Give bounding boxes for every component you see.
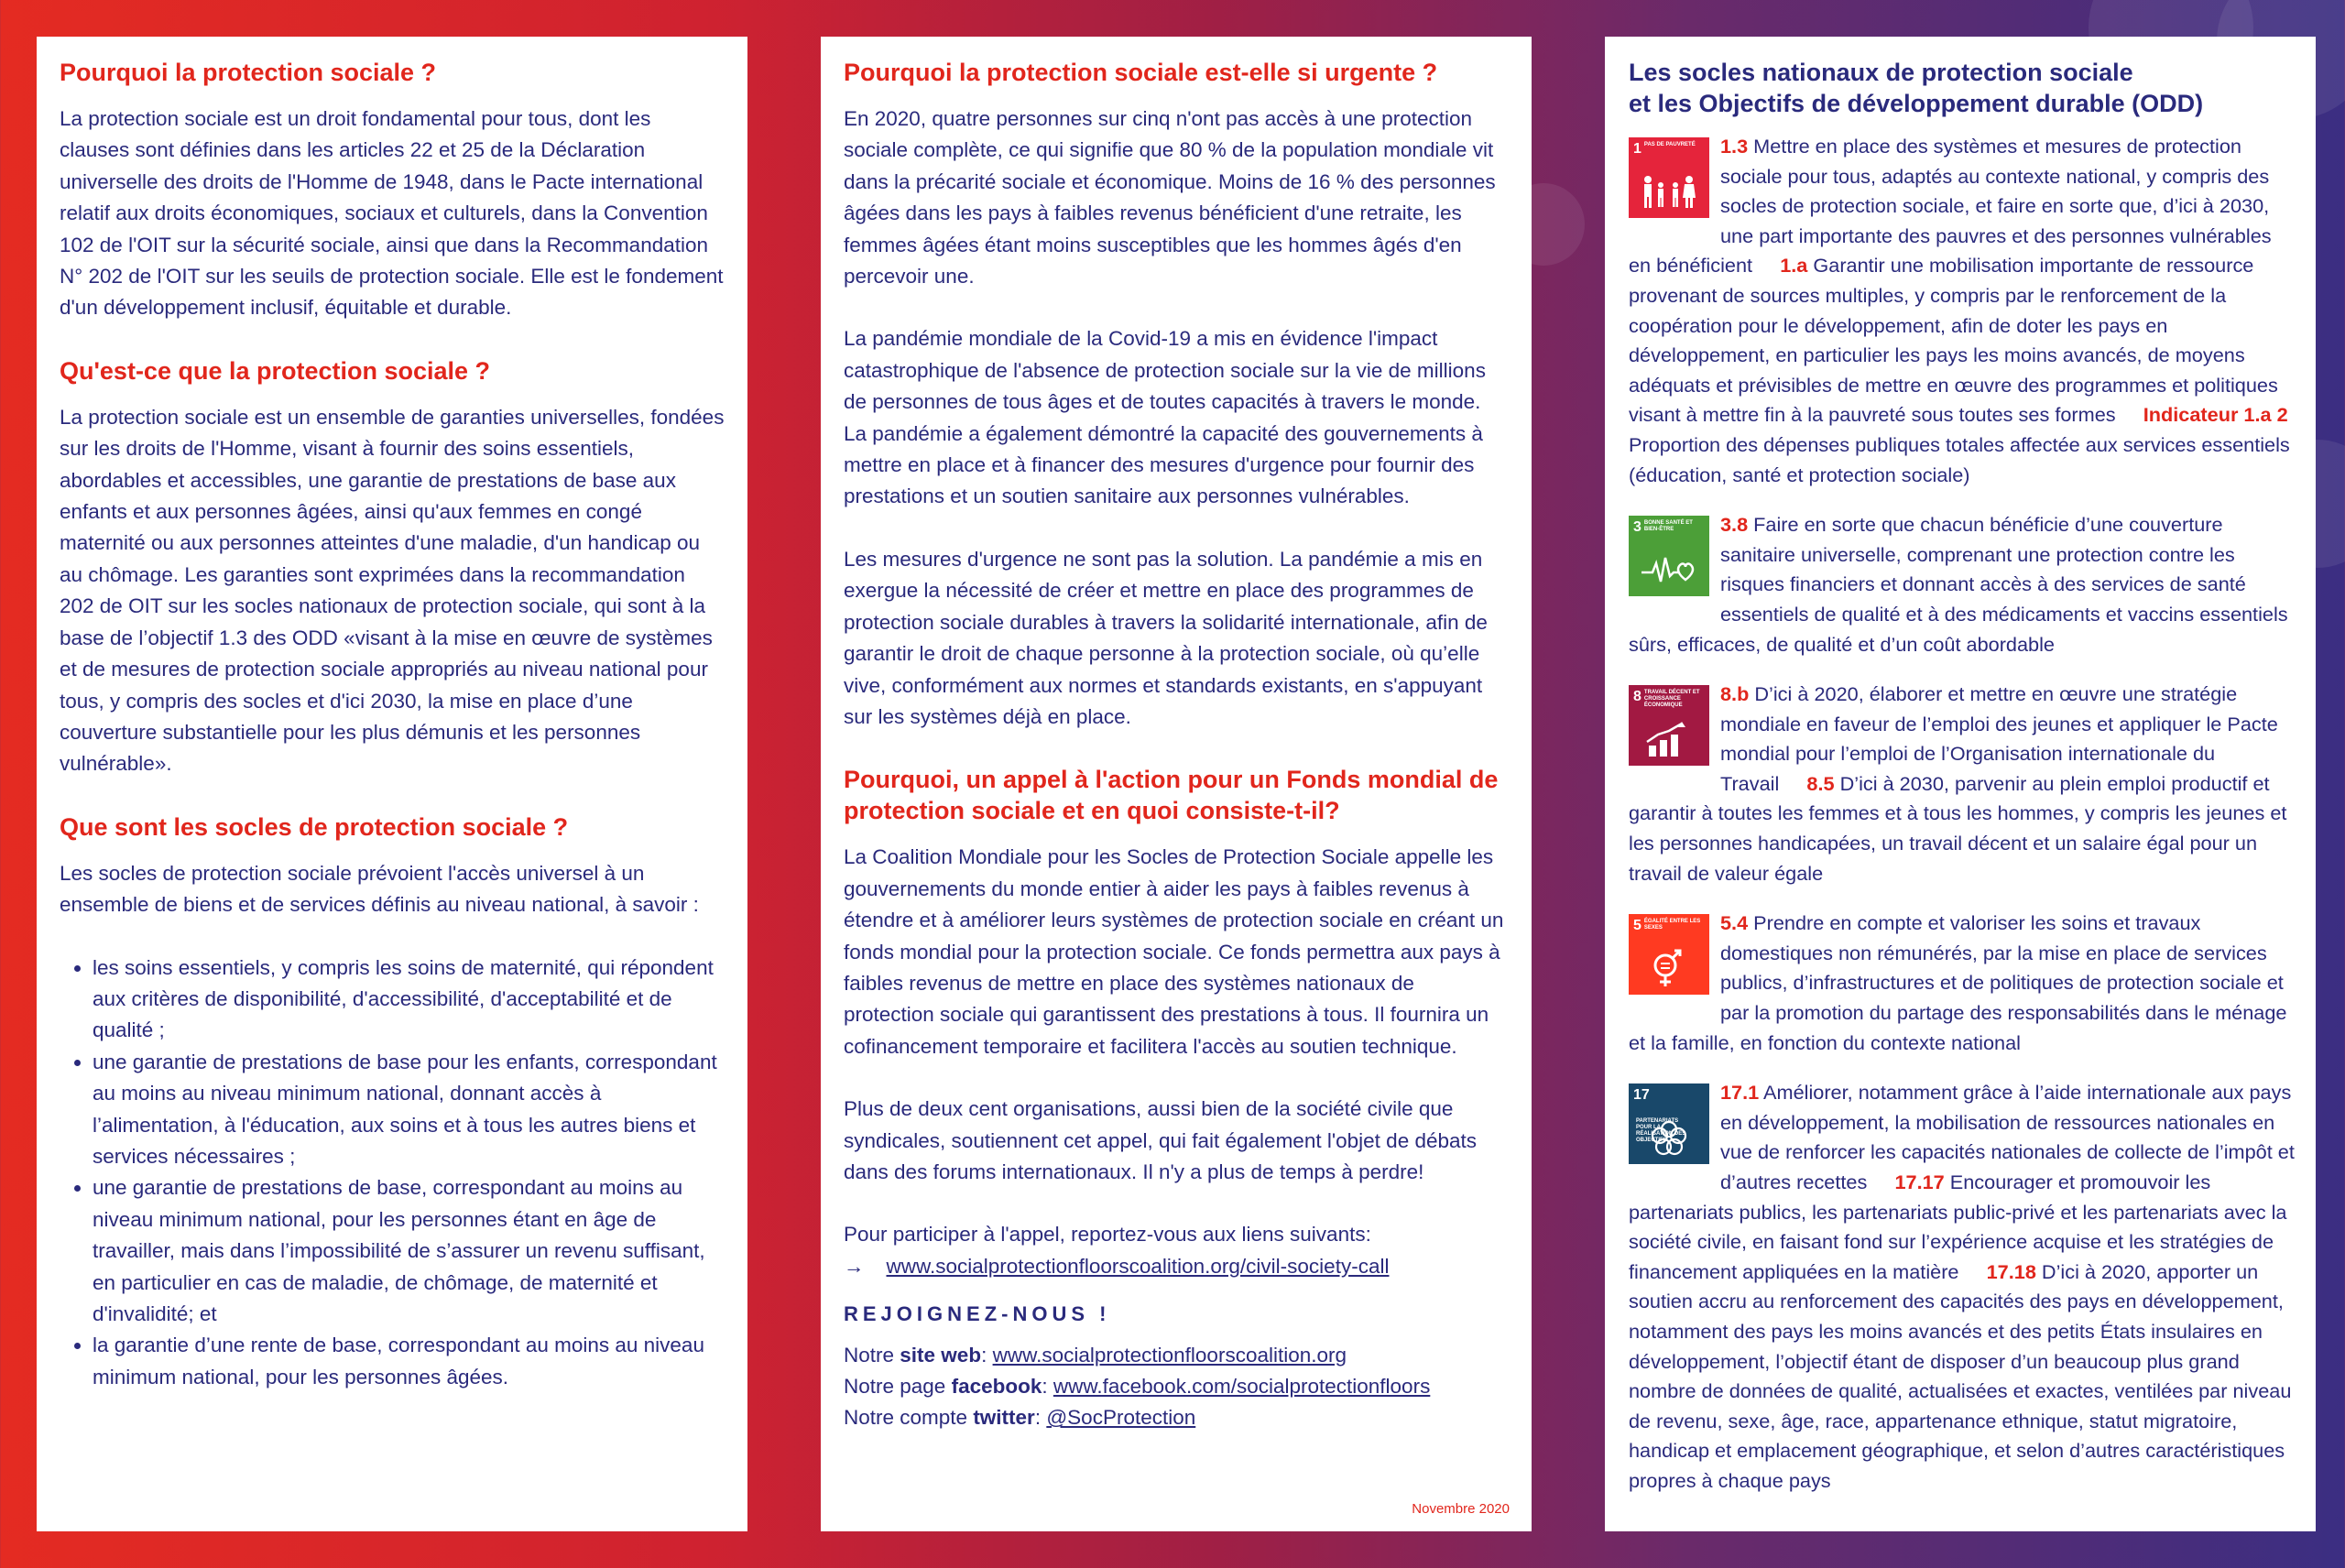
target-text: Proportion des dépenses publiques totales affectée aux services essentiels (éducation, santé et protection sociale): [1629, 432, 2290, 486]
family-icon: [1642, 174, 1696, 211]
target-number: 17.1: [1720, 1081, 1760, 1105]
paragraph: La protection sociale est un droit fondamental pour tous, dont les clauses sont définies dans les articles 22 et 25 de la Déclaration universelle des droits de l'Homme de 1948, dans le Pacte international relatif aux droits économiques, sociaux et culturels, dans la Convention 102 de l'OIT sur la sécurité sociale, ainsi que dans la Recommandation N° 202 de l'OIT sur les seuils de protection sociale. Elle est le fondement d'un développement inclusif, équitable et durable.: [60, 107, 724, 320]
call-link[interactable]: www.socialprotectionfloorscoalition.org/civil-society-call: [886, 1254, 1390, 1278]
section-heading: Pourquoi la protection sociale ?: [60, 59, 437, 86]
site-prefix: Notre: [844, 1343, 900, 1367]
call-link-row: [844, 1251, 1509, 1282]
paragraph: Plus de deux cent organisations, aussi bien de la société civile que syndicales, soutiennent cet appel, qui fait également l'objet de débats dans des forums internationaux. Il n'y a plus de temps à perdre!: [844, 1097, 1478, 1183]
target-number: 1.a: [1780, 254, 1808, 278]
site-line: [844, 1340, 1509, 1371]
target-number: 5.4: [1720, 911, 1749, 935]
target-number: 8.b: [1720, 682, 1750, 706]
odd-title: [1629, 57, 2296, 119]
facebook-label: facebook: [951, 1375, 1042, 1398]
sdg-5-icon: [1629, 914, 1709, 995]
twitter-label: twitter: [973, 1406, 1035, 1430]
sdg-goal-17: [1629, 1078, 2296, 1496]
colon: :: [1034, 1406, 1047, 1430]
paragraph: La Coalition Mondiale pour les Socles de Protection Sociale appelle les gouvernements du monde entier à aider les pays à faibles revenus à étendre et à améliorer leurs systèmes de protection sociale en créant un fonds mondial pour la protection sociale. Ce fonds permettra aux pays à faibles revenus de mettre en place des systèmes nationaux de protection sociale qui garantissent des prestations à tous. Il fournira un cofinancement temporaire et facilitera l'accès au soutien technique.: [844, 845, 1504, 1058]
arrow-icon: →: [844, 1254, 865, 1278]
sdg-number: 1: [1633, 141, 1642, 157]
panel-middle: [821, 37, 1532, 1531]
sdg-1-icon: [1629, 137, 1709, 218]
sdg-name: PAS DE PAUVRETÉ: [1643, 142, 1696, 147]
list-item: • une garantie de prestations de base, correspondant au moins au niveau minimum national, pour les personnes étant en âge de travailler, mais dans l’impossibilité de s’assurer un revenu suffisant, en particulier en cas de maladie, de chômage, de maternité et d'invalidité; et: [93, 1172, 725, 1330]
section-heading: Que sont les socles de protection sociale ?: [60, 812, 569, 841]
site-label: site web: [900, 1343, 982, 1367]
sdg-name: PARTENARIATS POUR LA RÉALISATION DES OBJECTIFS: [1636, 1117, 1686, 1143]
sdg-goal-5: [1629, 909, 2296, 1058]
growth-chart-icon: [1642, 722, 1696, 758]
sdg-goal-8: [1629, 680, 2296, 888]
paragraph: La protection sociale est un ensemble de garanties universelles, fondées sur les droits de l'Homme, visant à fournir des soins essentiels, abordables et accessibles, une garantie de prestations de base aux enfants et aux personnes âgées, ainsi qu'aux femmes en congé maternité ou aux personnes atteintes d'une maladie, d'un handicap ou au chômage. Les garanties sont exprimées dans la recommandation 202 de OIT sur les socles nationaux de protection sociale, qui sont à la base de l’objectif 1.3 des ODD «visant à la mise en œuvre de systèmes et de mesures de protection sociale appropriés au niveau national pour tous, y compris des socles et d'ici 2030, la mise en place d’une couverture substantielle pour les plus démunis et les personnes vulnérable».: [60, 405, 725, 776]
panel-left: [37, 37, 747, 1531]
sdg-name: TRAVAIL DÉCENT ET CROISSANCE ÉCONOMIQUE: [1643, 690, 1700, 709]
sdg-3-icon: [1629, 516, 1709, 596]
twitter-prefix: Notre compte: [844, 1406, 974, 1430]
section-heading: Pourquoi la protection sociale est-elle si urgente ?: [844, 59, 1438, 86]
target-text: Mettre en place des systèmes et mesures de protection sociale pour tous, adaptés au contexte national, y compris des socles de protection sociale, et faire en sorte que, d’ici à 2030, une part importante des pauvres et des personnes vulnérables en bénéficient: [1629, 135, 2272, 278]
target-number: 3.8: [1720, 513, 1749, 537]
target-number: 17.18: [1986, 1259, 2036, 1283]
sdg-number: 3: [1633, 519, 1642, 536]
target-number: 1.3: [1720, 135, 1749, 158]
list-item: • une garantie de prestations de base pour les enfants, correspondant au moins au niveau minimum national, donnant accès à l’alimentation, à l'éducation, aux soins et à tous les autres biens et services nécessaires ;: [93, 1047, 725, 1173]
colon: :: [1042, 1375, 1053, 1398]
heartbeat-icon: [1642, 552, 1696, 589]
target-text: Prendre en compte et valoriser les soins et travaux domestiques non rémunérés, par la mise en place de services publics, d’infrastructures et de politiques de protection sociale et par la promotion du partage des responsabilités dans le ménage et la famille, en fonction du contexte national: [1629, 911, 2287, 1054]
sdg-number: 5: [1633, 918, 1642, 934]
sdg-8-icon: [1629, 685, 1709, 766]
sdg-goal-3: [1629, 510, 2296, 659]
sdg-name: BONNE SANTÉ ET BIEN-ÊTRE: [1643, 520, 1693, 533]
section-heading: Pourquoi, un appel à l'action pour un Fonds mondial de protection sociale et en quoi consiste-t-il?: [844, 766, 1499, 825]
gender-equality-icon: [1642, 949, 1696, 987]
colon: :: [981, 1343, 993, 1367]
target-text: Garantir une mobilisation importante de ressource provenant de sources multiples, y compris par le renforcement de la coopération pour le développement, afin de doter les pays en développement, en particulier les pays les moins avancés, de moyens adéquats et prévisibles de mettre en œuvre des programmes et politiques visant à mettre fin à la pauvreté sous toutes ses formes: [1629, 254, 2278, 427]
twitter-link[interactable]: @SocProtection: [1046, 1406, 1196, 1430]
paragraph: La pandémie mondiale de la Covid-19 a mis en évidence l'impact catastrophique de l'absence de protection sociale sur la vie de millions de personnes de tous âges et de toutes capacités à travers le monde. La pandémie a également démontré la capacité des gouvernements à mettre en place et à financer des mesures d'urgence pour fournir des prestations et un soutien sanitaire aux personnes vulnérables.: [844, 327, 1486, 508]
sdg-goal-1: [1629, 132, 2296, 490]
facebook-prefix: Notre page: [844, 1375, 952, 1398]
sdg-name: ÉGALITÉ ENTRE LES SEXES: [1643, 919, 1701, 931]
list-item: • les soins essentiels, y compris les soins de maternité, qui répondent aux critères de disponibilité, d'accessibilité, d'acceptabilité et de qualité ;: [93, 953, 725, 1047]
list-item: • la garantie d’une rente de base, correspondant au moins au niveau minimum national, pour les personnes âgées.: [93, 1330, 725, 1393]
target-text: Faire en sorte que chacun bénéficie d’une couverture sanitaire universelle, comprenant une protection contre les risques financiers et donnant accès à des services de santé essentiels de qualité et à des médicaments et vaccins essentiels sûrs, efficaces, de qualité et d’un coût abordable: [1629, 513, 2288, 656]
facebook-line: [844, 1371, 1509, 1402]
sdg-17-icon: [1629, 1083, 1709, 1164]
target-number: 8.5: [1806, 771, 1835, 795]
odd-title-line-2: et les Objectifs de développement durable (ODD): [1629, 90, 2204, 117]
paragraph: Les socles de protection sociale prévoient l'accès universel à un ensemble de biens et de services définis au niveau national, à savoir :: [60, 861, 699, 917]
sdg-number: 8: [1633, 689, 1642, 705]
odd-title-line-1: Les socles nationaux de protection sociale: [1629, 59, 2133, 86]
target-text: D’ici à 2020, élaborer et mettre en œuvre une stratégie mondiale en faveur de l’emploi des jeunes et appliquer le Pacte mondial pour l’emploi de l’Organisation internationale du Travail: [1720, 682, 2278, 795]
paragraph: Les mesures d'urgence ne sont pas la solution. La pandémie a mis en exergue la nécessité de créer et mettre en place des programmes de protection sociale durables à travers la solidarité internationale, afin de garantir le droit de chaque personne à la protection sociale, où qu’elle vive, conformément aux normes et standards existants, en s'appuyant sur les systèmes déjà en place.: [844, 547, 1488, 728]
target-number: Indicateur 1.a 2: [2143, 403, 2288, 427]
site-link[interactable]: www.socialprotectionfloorscoalition.org: [992, 1343, 1347, 1367]
publication-date: Novembre 2020: [1412, 1501, 1510, 1517]
target-number: 17.17: [1894, 1171, 1945, 1193]
target-text: Améliorer, notamment grâce à l’aide internationale aux pays en développement, la mobilisation de ressources nationales en vue de renforcer les capacités nationales de collecte de l’impôt et d’autres recettes: [1720, 1081, 2295, 1193]
bullet-list: [60, 953, 725, 1394]
target-text: D’ici à 2030, parvenir au plein emploi productif et garantir à toutes les femmes et à tous les hommes, y compris les jeunes et les personnes handicapées, un travail décent et un salaire égal pour un travail de valeur égale: [1629, 771, 2287, 885]
join-heading: REJOIGNEZ-NOUS !: [844, 1302, 1111, 1326]
target-text: Encourager et promouvoir les partenariats publics, les partenariats public-privé et les partenariats avec la société civile, en faisant fond sur l’expérience acquise et les stratégies de financement appliquées en la matière: [1629, 1171, 2287, 1283]
sdg-number: 17: [1633, 1087, 1650, 1104]
facebook-link[interactable]: www.facebook.com/socialprotectionfloors: [1053, 1375, 1431, 1398]
target-text: D’ici à 2020, apporter un soutien accru au renforcement des capacités des pays en développement, notamment des pays les moins avancés et des petits États insulaires en développement, l’objectif étant de disposer d’un beaucoup plus grand nombre de données de qualité, actualisées et exactes, ventilées par niveau de revenu, sexe, âge, race, appartenance ethnique, statut migratoire, handicap et emplacement géographique, et selon d’autres caractéristiques propres à chaque pays: [1629, 1259, 2292, 1492]
section-heading: Qu'est-ce que la protection sociale ?: [60, 356, 491, 385]
paragraph: En 2020, quatre personnes sur cinq n'ont pas accès à une protection sociale complète, ce qui signifie que 80 % de la population mondiale vit dans la précarité sociale et économique. Moins de 16 % des personnes âgées dans les pays à faibles revenus bénéficient d'une retraite, les femmes âgées étant moins susceptibles que les hommes âgés d'en percevoir une.: [844, 107, 1496, 289]
twitter-line: [844, 1402, 1509, 1433]
partnership-flower-icon: [1642, 1118, 1696, 1157]
call-instructions: Pour participer à l'appel, reportez-vous aux liens suivants:: [844, 1223, 1371, 1247]
panel-right: [1605, 37, 2316, 1531]
